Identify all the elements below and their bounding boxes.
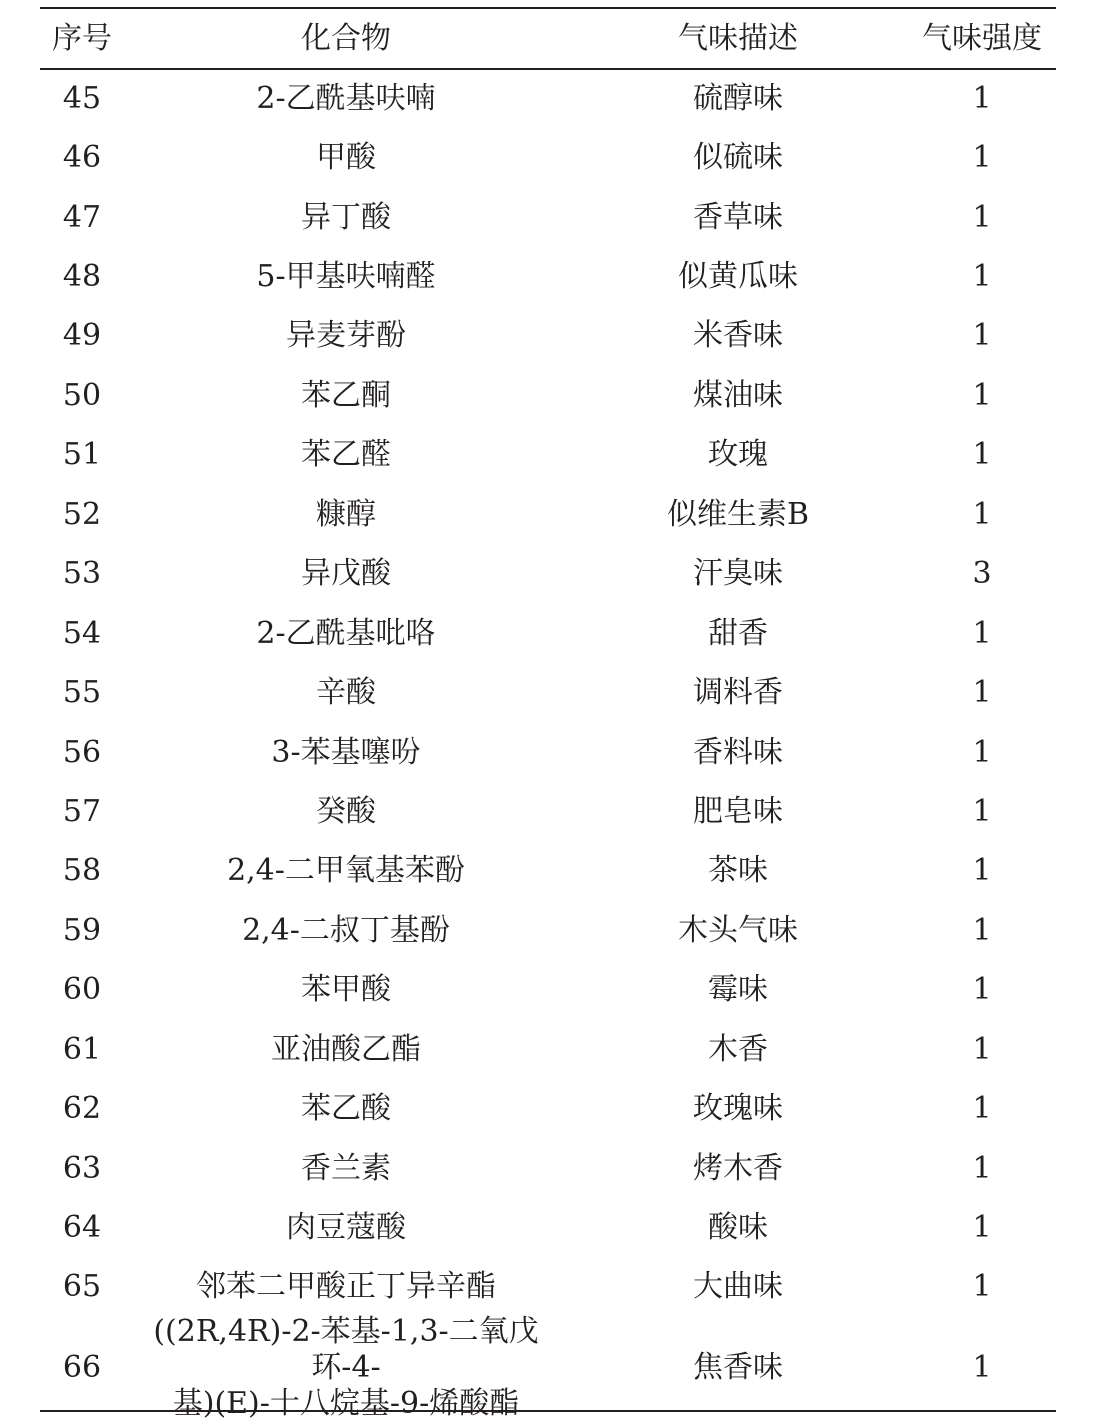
table-row	[40, 1020, 1056, 1079]
cell-odor: 似黄瓜味	[678, 259, 798, 295]
cell-intensity: 1	[972, 199, 992, 235]
cell-intensity: 1	[972, 793, 992, 829]
table-row	[40, 901, 1056, 960]
cell-intensity: 1	[972, 1210, 992, 1246]
cell-odor: 玫瑰	[708, 437, 768, 473]
cell-compound: 辛酸	[316, 675, 376, 711]
cell-compound: 2,4-二叔丁基酚	[242, 912, 450, 948]
cell-odor: 煤油味	[693, 377, 783, 413]
cell-odor: 似维生素B	[666, 496, 810, 532]
table-row	[40, 69, 1056, 128]
cell-odor: 米香味	[693, 318, 783, 354]
cell-index: 65	[62, 1269, 102, 1305]
cell-intensity: 1	[972, 912, 992, 948]
cell-index: 49	[62, 318, 102, 354]
table-row	[40, 1198, 1056, 1257]
cell-compound: 肉豆蔻酸	[286, 1210, 406, 1246]
cell-index: 50	[62, 377, 102, 413]
cell-intensity: 1	[972, 437, 992, 473]
table-row	[40, 604, 1056, 663]
cell-index: 55	[62, 675, 102, 711]
cell-compound: 异麦芽酚	[286, 318, 406, 354]
cell-intensity: 1	[972, 140, 992, 176]
cell-compound: 香兰素	[301, 1150, 391, 1186]
cell-index: 47	[62, 199, 102, 235]
cell-odor: 香料味	[693, 734, 783, 770]
cell-compound: 3-苯基噻吩	[271, 734, 421, 770]
cell-intensity: 1	[972, 1150, 992, 1186]
table-body	[40, 69, 1056, 1317]
table-row	[40, 723, 1056, 782]
cell-compound: 邻苯二甲酸正丁异辛酯	[196, 1269, 496, 1305]
table-row	[40, 1139, 1056, 1198]
cell-intensity: 1	[972, 1269, 992, 1305]
table-row	[40, 128, 1056, 187]
cell-index: 52	[62, 496, 102, 532]
cell-odor: 似硫味	[693, 140, 783, 176]
cell-compound: 苯乙酮	[301, 377, 391, 413]
cell-odor: 汗臭味	[693, 556, 783, 592]
cell-intensity: 1	[972, 259, 992, 295]
cell-compound-line: 基)(E)-十八烷基-9-烯酸酯	[172, 1385, 520, 1421]
cell-compound: 苯乙醛	[301, 437, 391, 473]
table-row	[40, 961, 1056, 1020]
cell-compound: 2,4-二甲氧基苯酚	[227, 853, 465, 889]
table-row	[40, 485, 1056, 544]
table-row	[40, 1079, 1056, 1138]
table-row	[40, 307, 1056, 366]
cell-intensity: 1	[972, 1031, 992, 1067]
cell-compound: 2-乙酰基呋喃	[256, 80, 436, 116]
table-row	[40, 188, 1056, 247]
cell-index: 64	[62, 1210, 102, 1246]
table-row	[40, 366, 1056, 425]
table-row	[40, 1258, 1056, 1317]
cell-intensity: 1	[972, 734, 992, 770]
header-intensity: 气味强度	[922, 21, 1042, 56]
cell-intensity: 1	[972, 377, 992, 413]
cell-intensity: 1	[972, 972, 992, 1008]
cell-compound: 亚油酸乙酯	[271, 1031, 421, 1067]
table-row	[40, 663, 1056, 722]
cell-index: 51	[62, 437, 102, 473]
cell-index: 58	[62, 853, 102, 889]
cell-odor: 焦香味	[693, 1349, 783, 1385]
cell-intensity: 1	[972, 1091, 992, 1127]
cell-odor: 肥皂味	[693, 793, 783, 829]
cell-odor: 玫瑰味	[693, 1091, 783, 1127]
cell-compound: 5-甲基呋喃醛	[256, 259, 436, 295]
odor-compound-table	[40, 9, 1056, 1421]
cell-index: 66	[62, 1349, 102, 1385]
cell-index: 54	[62, 615, 102, 651]
cell-intensity: 1	[972, 496, 992, 532]
cell-index: 63	[62, 1150, 102, 1186]
cell-odor: 酸味	[708, 1210, 768, 1246]
cell-intensity: 1	[972, 318, 992, 354]
cell-odor: 茶味	[708, 853, 768, 889]
cell-compound: 苯甲酸	[301, 972, 391, 1008]
cell-compound: 癸酸	[316, 793, 376, 829]
cell-intensity: 1	[972, 853, 992, 889]
header-index: 序号	[52, 21, 112, 56]
cell-compound-line: ((2R,4R)-2-苯基-1,3-二氧戊环-4-	[153, 1313, 539, 1385]
cell-intensity: 1	[972, 615, 992, 651]
cell-compound: 苯乙酸	[301, 1091, 391, 1127]
cell-compound	[124, 1314, 568, 1422]
cell-intensity: 1	[972, 675, 992, 711]
cell-odor: 甜香	[708, 615, 768, 651]
table-row	[40, 545, 1056, 604]
cell-odor: 硫醇味	[693, 80, 783, 116]
header-odor: 气味描述	[678, 21, 798, 56]
cell-index: 56	[62, 734, 102, 770]
cell-index: 46	[62, 140, 102, 176]
cell-index: 48	[62, 259, 102, 295]
cell-compound: 甲酸	[316, 140, 376, 176]
cell-index: 61	[62, 1031, 102, 1067]
cell-odor: 木头气味	[678, 912, 798, 948]
cell-index: 57	[62, 793, 102, 829]
cell-index: 45	[62, 80, 102, 116]
header-compound: 化合物	[301, 21, 391, 56]
table-row	[40, 247, 1056, 306]
cell-intensity: 3	[972, 556, 992, 592]
cell-odor: 霉味	[708, 972, 768, 1008]
cell-index: 60	[62, 972, 102, 1008]
cell-odor: 木香	[708, 1031, 768, 1067]
table-row	[40, 426, 1056, 485]
cell-odor: 烤木香	[693, 1150, 783, 1186]
table-row	[40, 842, 1056, 901]
table-row	[40, 782, 1056, 841]
cell-odor: 香草味	[693, 199, 783, 235]
cell-index: 59	[62, 912, 102, 948]
cell-intensity: 1	[972, 1349, 992, 1385]
cell-compound: 异戊酸	[301, 556, 391, 592]
table-header-row	[40, 9, 1056, 69]
cell-odor: 调料香	[693, 675, 783, 711]
cell-intensity: 1	[972, 80, 992, 116]
table-row	[40, 1313, 1056, 1421]
cell-compound: 糠醇	[316, 496, 376, 532]
cell-compound: 异丁酸	[301, 199, 391, 235]
cell-index: 62	[62, 1091, 102, 1127]
cell-odor: 大曲味	[693, 1269, 783, 1305]
cell-compound: 2-乙酰基吡咯	[256, 615, 436, 651]
cell-index: 53	[62, 556, 102, 592]
